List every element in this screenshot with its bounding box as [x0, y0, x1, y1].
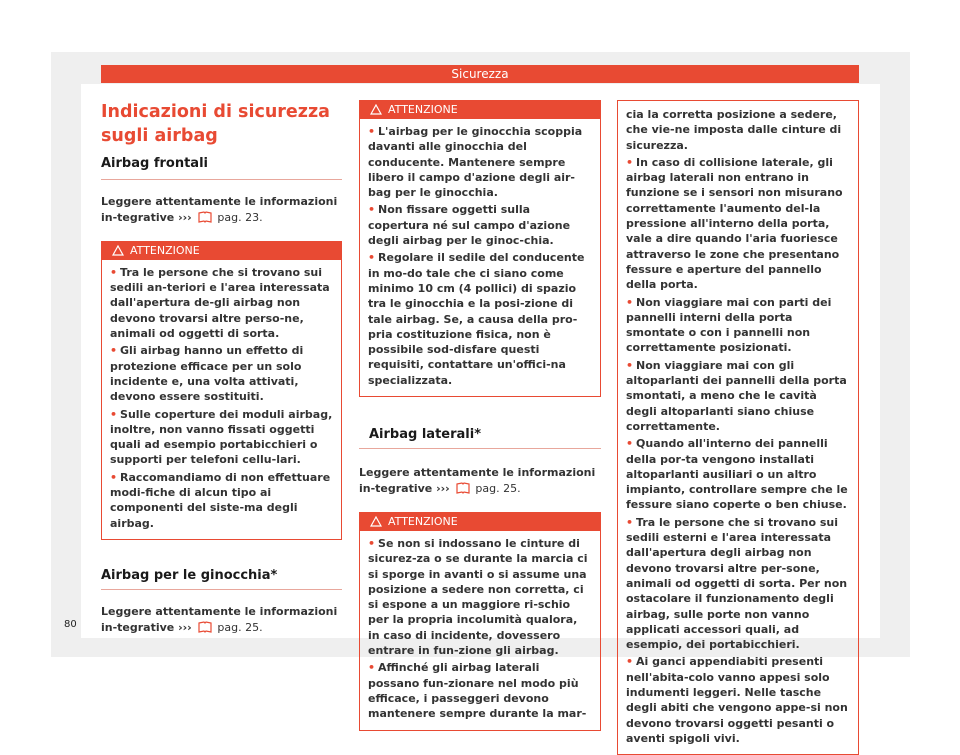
warning-triangle-icon — [370, 103, 382, 121]
warning-header — [102, 242, 341, 260]
section-heading-frontali: Airbag frontali — [101, 156, 342, 180]
section-heading-laterali: Airbag laterali* — [359, 427, 601, 449]
page-title: Indicazioni di sicurezza sugli airbag — [101, 102, 330, 146]
warning-item: • Non viaggiare mai con gli altoparlanti dei pannelli della porta smontati, a meno che le cavità degli altoparlanti siano chiuse correttamente. — [626, 358, 847, 433]
warning-triangle-icon — [112, 244, 124, 262]
section-heading-ginocchia: Airbag per le ginocchia* — [101, 568, 342, 590]
warning-body — [360, 531, 600, 730]
read-more-paragraph — [101, 194, 342, 227]
warning-item: • Affinché gli airbag laterali possano fun-zionare nel modo più efficace, i passeggeri devono mantenere sempre durante la mar- — [368, 661, 587, 721]
warning-item: • Se non si indossano le cinture di sicurez-za o se durante la marcia ci si sporge in avanti o si assume una posizione a sedere non corretta, ci si espone a un maggiore ri-schio per la propria incolumità qualora, in caso di incidente, dovessero entrare in fun-zione gli airbag. — [368, 536, 588, 658]
warning-triangle-icon — [370, 515, 382, 533]
warning-item: • Tra le persone che si trovano sui sedili an-teriori e l'area interessata dall'apertura de-gli airbag non devono trovarsi altre perso-ne, animali od oggetti di sorta. — [110, 265, 330, 341]
warning-item: • Non viaggiare mai con parti dei pannelli interni della porta smontate o con i pannelli non correttamente posizionati. — [626, 295, 832, 355]
chapter-header: Sicurezza — [101, 65, 859, 83]
warning-box-ginocchia — [359, 100, 601, 397]
page-number: 80 — [64, 619, 77, 630]
read-more-text: Leggere attentamente le informazioni in-tegrative ››› — [101, 195, 338, 224]
column-2 — [359, 100, 601, 731]
warning-label: ATTENZIONE — [388, 514, 458, 528]
column-1 — [101, 100, 342, 637]
read-more-paragraph: Leggere attentamente le informazioni in-tegrative ››› pag. 25. — [101, 604, 342, 637]
warning-item: • In caso di collisione laterale, gli airbag laterali non entrano in funzione se i sensori non misurano correttamente l'aumento del-la pressione all'interno della porta, vale a dire quando l'aria fuoriesce attraverso le zone che presentano fessure e aperture del pannello della porta. — [626, 155, 843, 292]
warning-box-continuation — [617, 100, 859, 755]
book-icon — [456, 482, 470, 498]
column-3 — [617, 100, 859, 755]
warning-body — [102, 260, 341, 539]
warning-item: • Tra le persone che si trovano sui sedili esterni e l'area interessata dall'apertura degli airbag non devono trovarsi altre per-sone, animali od oggetti di sorta. Per non ostacolare il funzionamento degli airbag, sulle porte non vanno applicati accessori quali, ad esempio, dei portabicchieri. — [626, 515, 848, 652]
warning-header — [360, 101, 600, 119]
warning-label: ATTENZIONE — [388, 103, 458, 116]
warning-item: • Non fissare oggetti sulla copertura né sul campo d'azione degli airbag per le ginoc-chia. — [368, 203, 571, 248]
warning-box-laterali — [359, 512, 601, 731]
book-icon — [198, 211, 212, 227]
warning-item: • L'airbag per le ginocchia scoppia davanti alle ginocchia del conducente. Mantenere sempre libero il campo d'azione degli air-bag per le ginocchia. — [368, 125, 583, 200]
warning-item: • Raccomandiamo di non effettuare modi-fiche di alcun tipo ai componenti del siste-ma degli airbag. — [110, 470, 331, 530]
warning-item: • Sulle coperture dei moduli airbag, inoltre, non vanno fissati oggetti quali ad esempio portabicchieri o supporti per telefoni cellu-lari. — [110, 407, 333, 467]
read-more-paragraph: Leggere attentamente le informazioni in-tegrative ››› pag. 25. — [359, 465, 601, 498]
warning-item: • Regolare il sedile del conducente in mo-do tale che ci siano come minimo 10 cm (4 pollici) di spazio tra le ginocchia e la posi-zione di tale airbag. Se, a causa della pro-pria costituzione fisica, non è possibile sod-disfare questi requisiti, contattare un'offici-na specializzata. — [368, 251, 585, 387]
warning-body — [360, 119, 600, 396]
warning-item: • Gli airbag hanno un effetto di protezione efficace per un solo incidente e, una volta attivati, devono essere sostituiti. — [110, 344, 304, 404]
book-icon — [198, 621, 212, 637]
warning-header — [360, 513, 600, 531]
page-reference[interactable]: pag. 25. — [217, 620, 263, 634]
warning-box-frontali — [101, 241, 342, 540]
page-reference[interactable]: pag. 25. — [475, 481, 521, 495]
warning-item: • Quando all'interno dei pannelli della por-ta vengono installati altoparlanti ausiliari o un altro impianto, controllare sempre che le fessure siano coperte o ben chiuse. — [626, 437, 848, 512]
page-reference[interactable]: pag. 23. — [217, 210, 263, 224]
warning-label: ATTENZIONE — [130, 243, 200, 257]
warning-body — [618, 101, 858, 754]
warning-continuation: cia la corretta posizione a sedere, che vie-ne imposta dalle cinture di sicurezza. — [626, 108, 842, 152]
warning-item: • Ai ganci appendiabiti presenti nell'abita-colo vanno appesi solo indumenti leggeri. Nelle tasche degli abiti che vengono appe-si non devono trovarsi oggetti pesanti o aventi spigoli vivi. — [626, 655, 848, 745]
